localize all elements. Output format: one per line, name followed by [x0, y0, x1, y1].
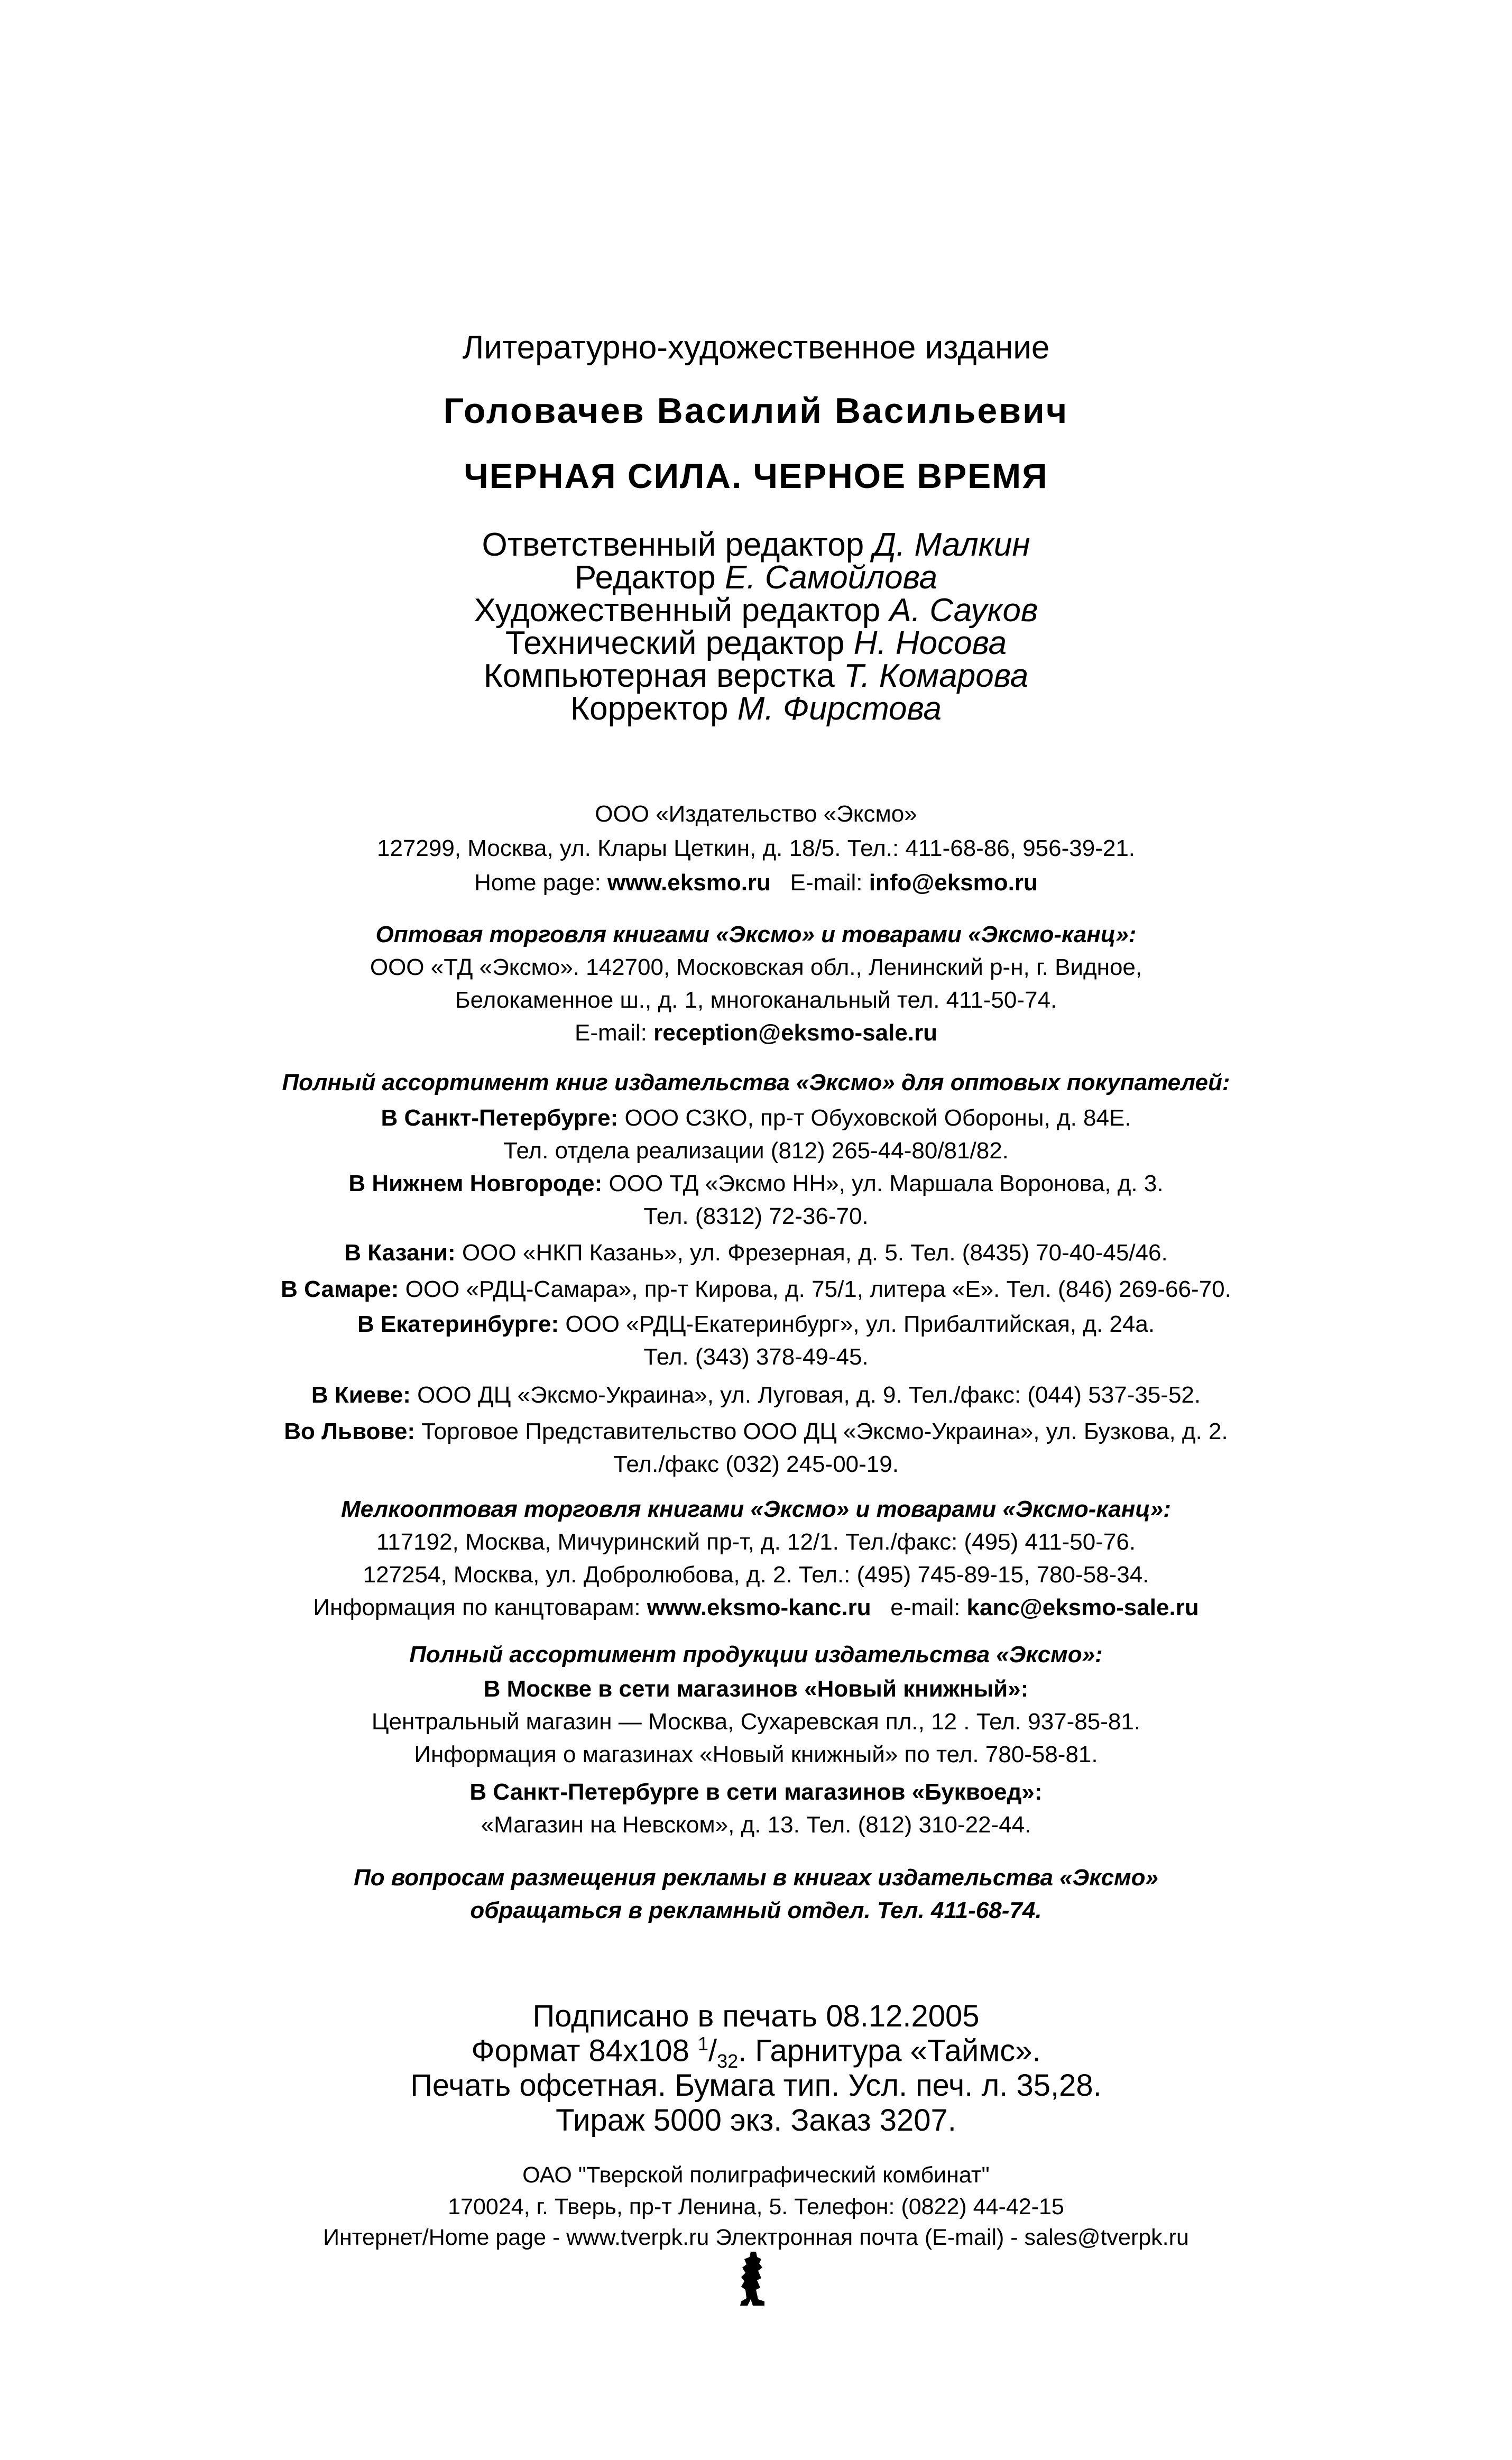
printer-address: 170024, г. Тверь, пр-т Ленина, 5. Телефон: (0822) 44-42-15 — [448, 2194, 1064, 2219]
staff-name: Н. Носова — [853, 625, 1007, 661]
small-wholesale-contacts — [0, 1595, 1512, 1621]
assortment-line — [0, 1311, 1512, 1338]
edition-type: Литературно-художественное издание — [462, 329, 1050, 366]
small-wholesale-line: 117192, Москва, Мичуринский пр-т, д. 12/1. Тел./факс: (495) 411-50-76. — [376, 1529, 1136, 1555]
publisher-name: ООО «Издательство «Эксмо» — [595, 801, 917, 827]
city-label: Во Львове: — [284, 1418, 415, 1444]
city-text: ООО «РДЦ-Екатеринбург», ул. Прибалтийская, д. 24а. — [559, 1311, 1155, 1337]
assortment-line — [0, 1171, 1512, 1197]
staff-name: М. Фирстова — [737, 690, 942, 727]
kanc-email[interactable]: kanc@eksmo-sale.ru — [966, 1595, 1199, 1620]
staff-line — [0, 594, 1512, 627]
format-separator: / — [708, 2033, 717, 2068]
email-label: e-mail: — [871, 1595, 967, 1620]
retail-line: Центральный магазин — Москва, Сухаревская пл., 12 . Тел. 937-85-81. — [371, 1709, 1141, 1735]
city-text: ООО ДЦ «Эксмо-Украина», ул. Луговая, д. 9. Тел./факс: (044) 537-35-52. — [410, 1382, 1201, 1408]
assortment-line — [0, 1276, 1512, 1303]
retail-spb-heading: В Санкт-Петербурге в сети магазинов «Буквоед»: — [469, 1779, 1043, 1805]
format-suffix: . Гарнитура «Таймс». — [738, 2033, 1041, 2068]
retail-heading: Полный ассортимент продукции издательства «Эксмо»: — [409, 1642, 1103, 1667]
printer-internet: Интернет/Home page - www.tverpk.ru Электронная почта (E-mail) - sales@tverpk.ru — [323, 2225, 1189, 2250]
staff-role: Ответственный редактор — [482, 527, 873, 563]
publisher-address: 127299, Москва, ул. Клары Цеткин, д. 18/5. Тел.: 411-68-86, 956-39-21. — [376, 835, 1136, 861]
staff-line — [0, 690, 1512, 727]
city-label: В Екатеринбурге: — [357, 1311, 559, 1337]
format-denominator: 32 — [717, 2050, 739, 2072]
info-label: Информация по канцтоварам: — [313, 1595, 647, 1620]
staff-role: Компьютерная верстка — [483, 658, 844, 694]
staff-name: Е. Самойлова — [724, 559, 938, 596]
assortment-line — [0, 1105, 1512, 1131]
assortment-heading: Полный ассортимент книг издательства «Эксмо» для оптовых покупателей: — [282, 1070, 1230, 1095]
assortment-line: Тел./факс (032) 245-00-19. — [613, 1451, 899, 1477]
city-text: Торговое Представительство ООО ДЦ «Эксмо-Украина», ул. Бузкова, д. 2. — [415, 1418, 1228, 1444]
city-label: В Нижнем Новгороде: — [348, 1171, 603, 1196]
small-wholesale-heading: Мелкооптовая торговля книгами «Эксмо» и товарами «Эксмо-канц»: — [341, 1496, 1171, 1522]
retail-line: Информация о магазинах «Новый книжный» по тел. 780-58-81. — [414, 1742, 1098, 1767]
email-label: E-mail: — [575, 1020, 654, 1046]
book-title: ЧЕРНАЯ СИЛА. ЧЕРНОЕ ВРЕМЯ — [464, 456, 1048, 495]
retail-moscow-heading: В Москве в сети магазинов «Новый книжный»: — [483, 1676, 1029, 1702]
staff-line — [0, 660, 1512, 693]
home-url[interactable]: www.eksmo.ru — [607, 870, 771, 896]
city-label: В Киеве: — [311, 1382, 411, 1408]
staff-role: Технический редактор — [505, 625, 854, 661]
assortment-line — [0, 1382, 1512, 1408]
city-text: ООО «РДЦ-Самара», пр-т Кирова, д. 75/1, литера «Е». Тел. (846) 269-66-70. — [399, 1276, 1231, 1302]
publisher-contacts — [0, 870, 1512, 896]
advertising-line: По вопросам размещения рекламы в книгах издательства «Эксмо» — [354, 1865, 1158, 1891]
city-text: ООО «НКП Казань», ул. Фрезерная, д. 5. Тел. (8435) 70-40-45/46. — [455, 1240, 1168, 1266]
format-numerator: 1 — [697, 2033, 708, 2054]
assortment-line — [0, 1240, 1512, 1266]
staff-line — [0, 529, 1512, 561]
paper-line: Печать офсетная. Бумага тип. Усл. печ. л. 35,28. — [410, 2068, 1102, 2103]
staff-role: Редактор — [574, 559, 725, 596]
wholesale-email[interactable]: reception@eksmo-sale.ru — [653, 1020, 937, 1046]
staff-line — [0, 627, 1512, 660]
assortment-line: Тел. (8312) 72-36-70. — [643, 1203, 869, 1229]
home-label: Home page: — [474, 870, 608, 896]
staff-role: Корректор — [570, 690, 737, 727]
run-line: Тираж 5000 экз. Заказ 3207. — [556, 2103, 956, 2137]
advertising-line: обращаться в рекламный отдел. Тел. 411-68-74. — [470, 1897, 1042, 1923]
staff-name: Д. Малкин — [873, 527, 1030, 563]
assortment-line: Тел. отдела реализации (812) 265-44-80/81/82. — [503, 1138, 1009, 1164]
assortment-line: Тел. (343) 378-49-45. — [643, 1344, 869, 1370]
city-label: В Санкт-Петербурге: — [381, 1105, 619, 1131]
small-wholesale-line: 127254, Москва, ул. Добролюбова, д. 2. Тел.: (495) 745-89-15, 780-58-34. — [363, 1562, 1149, 1588]
city-text: ООО ТД «Эксмо НН», ул. Маршала Воронова, д. 3. — [602, 1171, 1164, 1196]
staff-line — [0, 561, 1512, 594]
staff-name: А. Сауков — [889, 592, 1038, 629]
city-text: ООО СЗКО, пр-т Обуховской Обороны, д. 84Е. — [618, 1105, 1131, 1131]
city-label: В Казани: — [344, 1240, 456, 1266]
kanc-url[interactable]: www.eksmo-kanc.ru — [647, 1595, 871, 1620]
retail-line: «Магазин на Невском», д. 13. Тел. (812) 310-22-44. — [481, 1812, 1031, 1838]
wholesale-line: Белокаменное ш., д. 1, многоканальный тел. 411-50-74. — [455, 987, 1057, 1013]
staff-role: Художественный редактор — [474, 592, 890, 629]
printer-name: ОАО "Тверской полиграфический комбинат" — [522, 2162, 990, 2188]
staff-name: Т. Комарова — [843, 658, 1029, 694]
publisher-email[interactable]: info@eksmo.ru — [869, 870, 1038, 896]
author-name: Головачев Василий Васильевич — [443, 391, 1069, 431]
bear-logo-icon — [735, 2250, 772, 2308]
format-prefix: Формат 84x108 — [471, 2033, 698, 2068]
format-line — [0, 2033, 1512, 2072]
signed-to-print: Подписано в печать 08.12.2005 — [532, 1999, 980, 2033]
wholesale-heading: Оптовая торговля книгами «Эксмо» и товарами «Эксмо-канц»: — [375, 922, 1137, 947]
wholesale-email-line — [0, 1020, 1512, 1046]
assortment-line — [0, 1418, 1512, 1445]
city-label: В Самаре: — [281, 1276, 399, 1302]
email-label: E-mail: — [770, 870, 869, 896]
wholesale-line: ООО «ТД «Эксмо». 142700, Московская обл., Ленинский р-н, г. Видное, — [370, 954, 1142, 980]
